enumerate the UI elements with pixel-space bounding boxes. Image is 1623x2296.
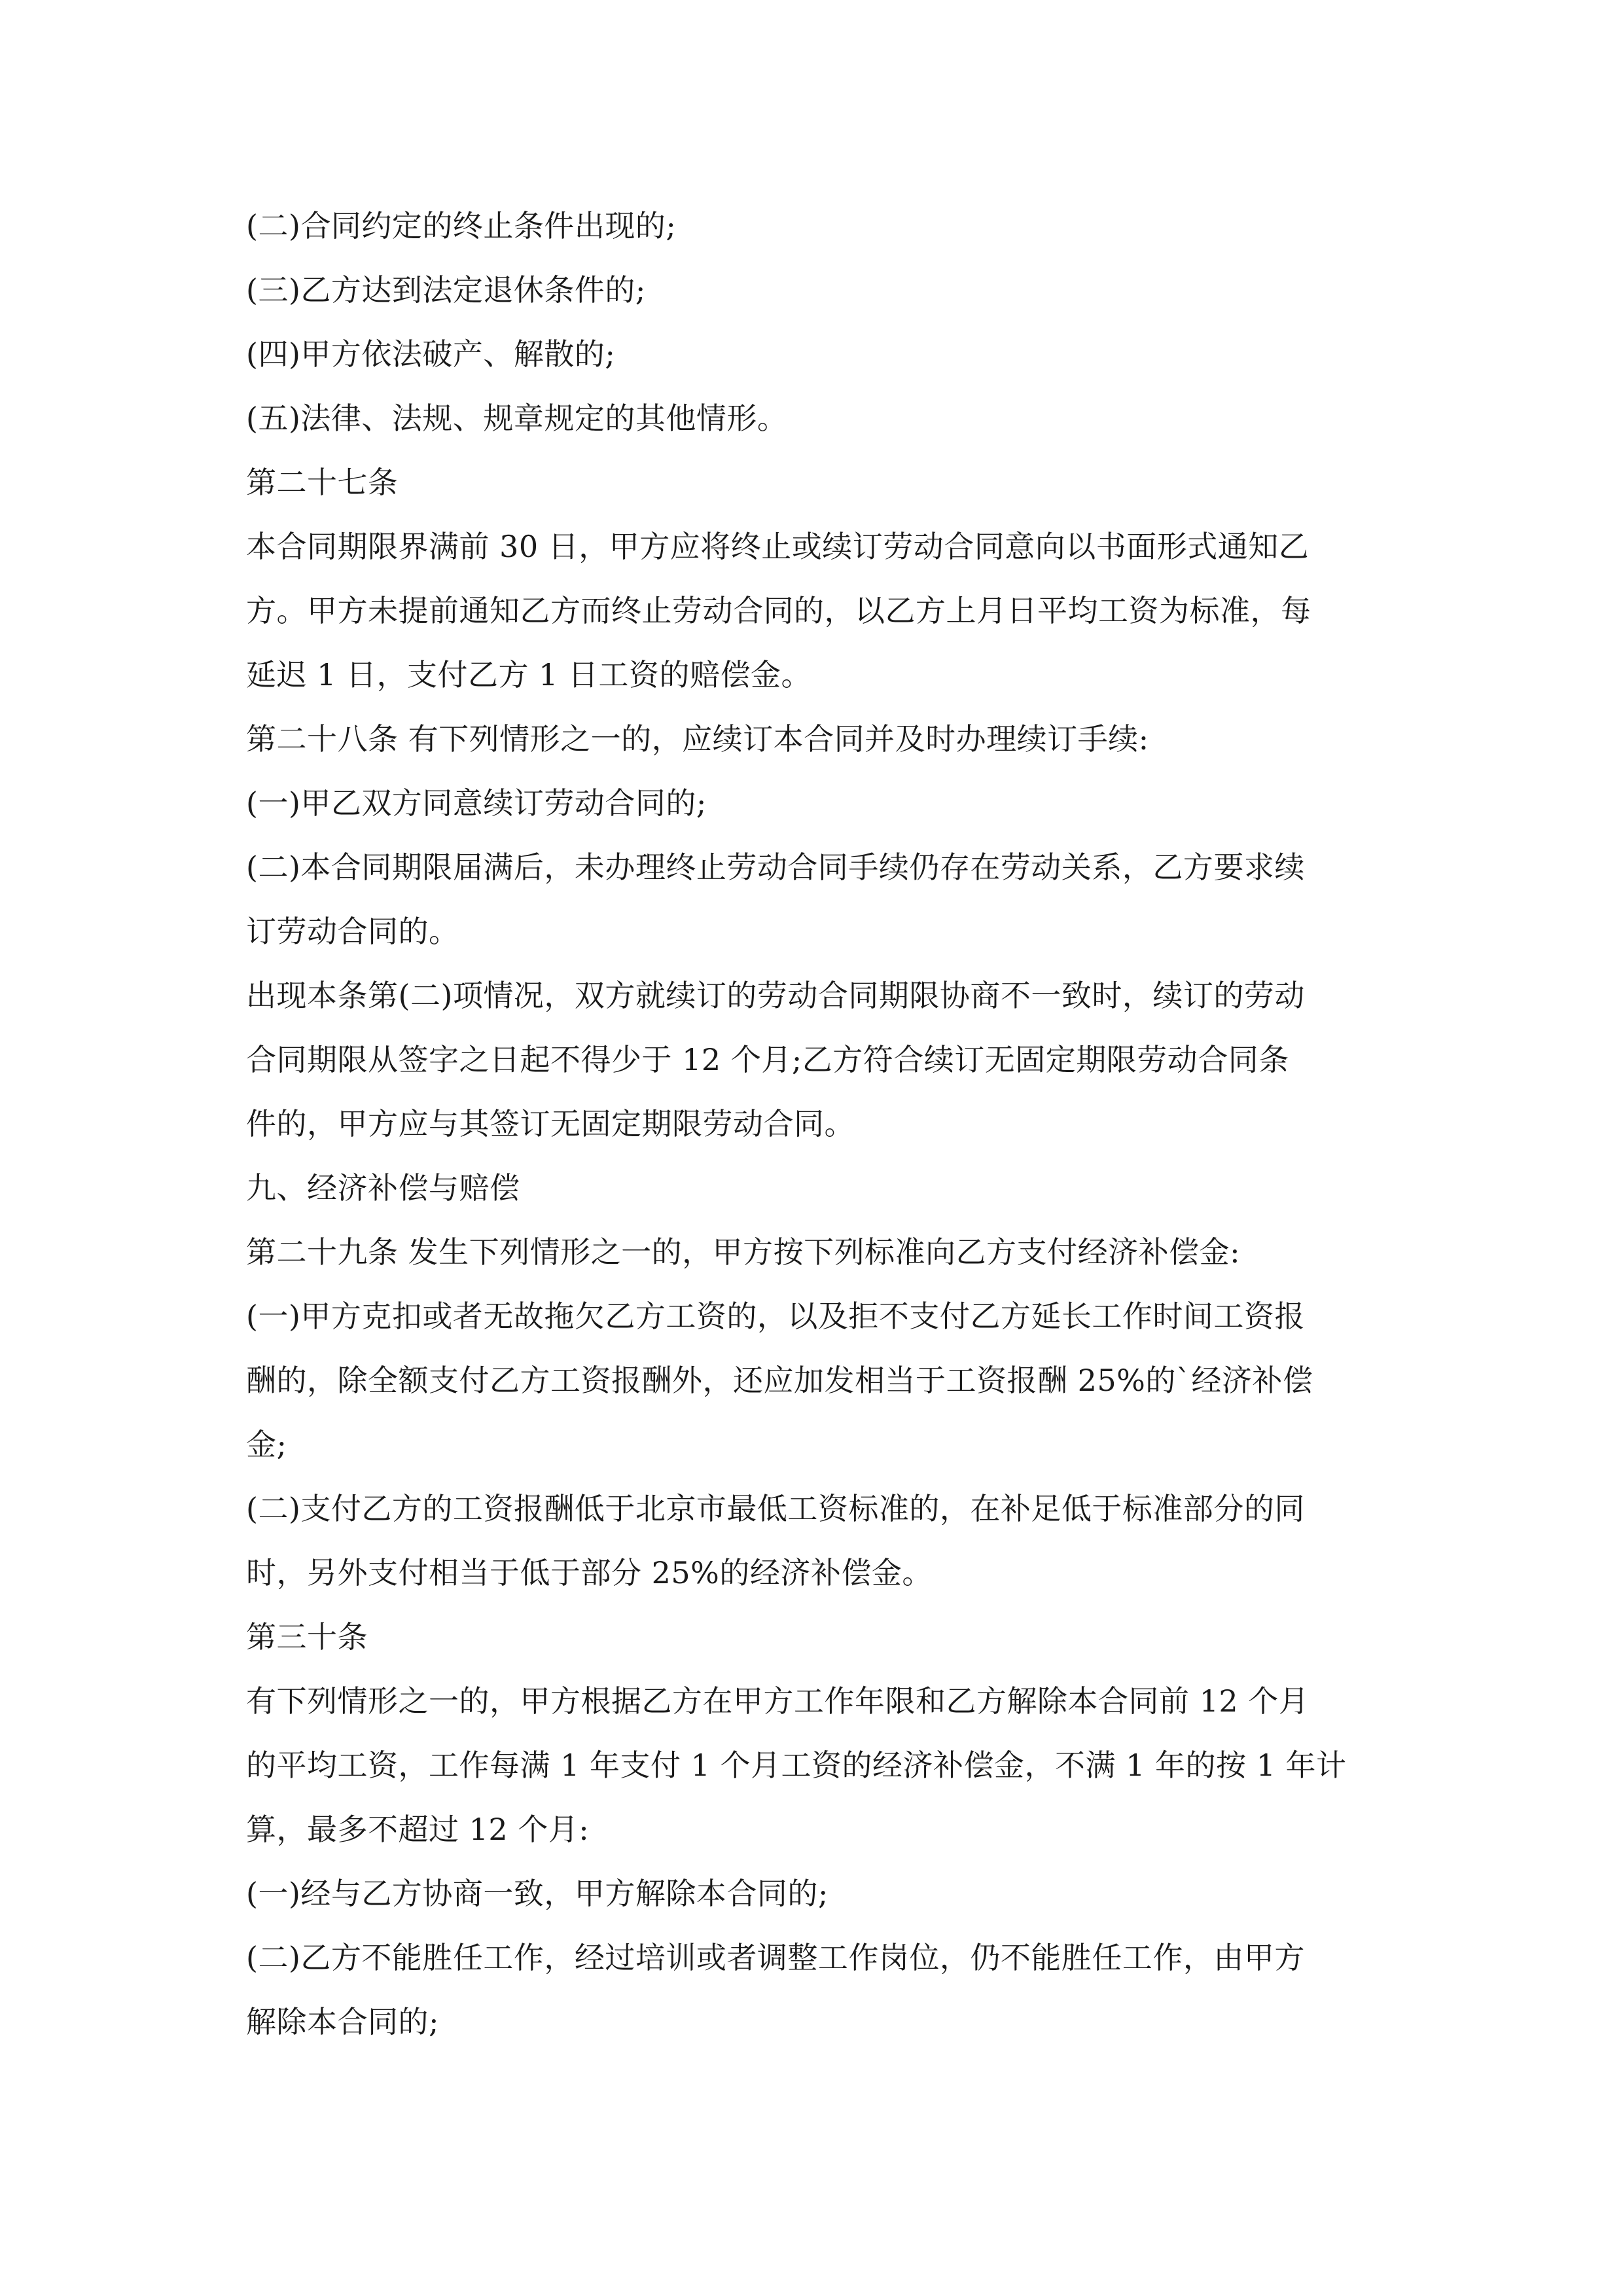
text-line: 的平均工资，工作每满 1 年支付 1 个月工资的经济补偿金，不满 1 年的按 1 年计	[246, 1748, 1347, 1783]
article-heading: 第二十八条 有下列情形之一的，应续订本合同并及时办理续订手续:	[246, 721, 1149, 757]
text-line: 金;	[246, 1427, 287, 1462]
text-line: (四)甲方依法破产、解散的;	[246, 336, 616, 372]
text-line: (五)法律、法规、规章规定的其他情形。	[246, 401, 788, 436]
text-line: 算，最多不超过 12 个月:	[246, 1812, 590, 1847]
text-line: (二)本合同期限届满后，未办理终止劳动合同手续仍存在劳动关系，乙方要求续	[246, 850, 1305, 885]
text-line: 酬的，除全额支付乙方工资报酬外，还应加发相当于工资报酬 25%的`经济补偿	[246, 1363, 1313, 1398]
text-line: 合同期限从签字之日起不得少于 12 个月;乙方符合续订无固定期限劳动合同条	[246, 1042, 1289, 1077]
text-line: (一)经与乙方协商一致，甲方解除本合同的;	[246, 1876, 829, 1911]
text-line: 时，另外支付相当于低于部分 25%的经济补偿金。	[246, 1555, 933, 1590]
text-line: 有下列情形之一的，甲方根据乙方在甲方工作年限和乙方解除本合同前 12 个月	[246, 1683, 1310, 1719]
text-line: (二)合同约定的终止条件出现的;	[246, 208, 677, 243]
text-line: 件的，甲方应与其签订无固定期限劳动合同。	[246, 1106, 855, 1141]
text-line: (三)乙方达到法定退休条件的;	[246, 272, 646, 308]
document-body	[246, 194, 1378, 2054]
text-line: (一)甲乙双方同意续订劳动合同的;	[246, 785, 707, 821]
article-heading: 第三十条	[246, 1619, 368, 1655]
text-line: (二)支付乙方的工资报酬低于北京市最低工资标准的，在补足低于标准部分的同	[246, 1491, 1305, 1526]
text-line: 出现本条第(二)项情况，双方就续订的劳动合同期限协商不一致时，续订的劳动	[246, 978, 1305, 1013]
text-line: 方。甲方未提前通知乙方而终止劳动合同的，以乙方上月日平均工资为标准，每	[246, 593, 1311, 628]
text-line: (一)甲方克扣或者无故拖欠乙方工资的，以及拒不支付乙方延长工作时间工资报	[246, 1299, 1305, 1334]
text-line: 延迟 1 日，支付乙方 1 日工资的赔偿金。	[246, 657, 812, 692]
text-line: 解除本合同的;	[246, 2004, 439, 2039]
text-line: 本合同期限界满前 30 日，甲方应将终止或续订劳动合同意向以书面形式通知乙	[246, 529, 1310, 564]
section-heading: 九、经济补偿与赔偿	[246, 1170, 520, 1206]
text-line: 订劳动合同的。	[246, 914, 459, 949]
article-heading: 第二十九条 发生下列情形之一的，甲方按下列标准向乙方支付经济补偿金:	[246, 1234, 1241, 1270]
article-heading: 第二十七条	[246, 465, 399, 500]
text-line: (二)乙方不能胜任工作，经过培训或者调整工作岗位，仍不能胜任工作，由甲方	[246, 1940, 1305, 1975]
